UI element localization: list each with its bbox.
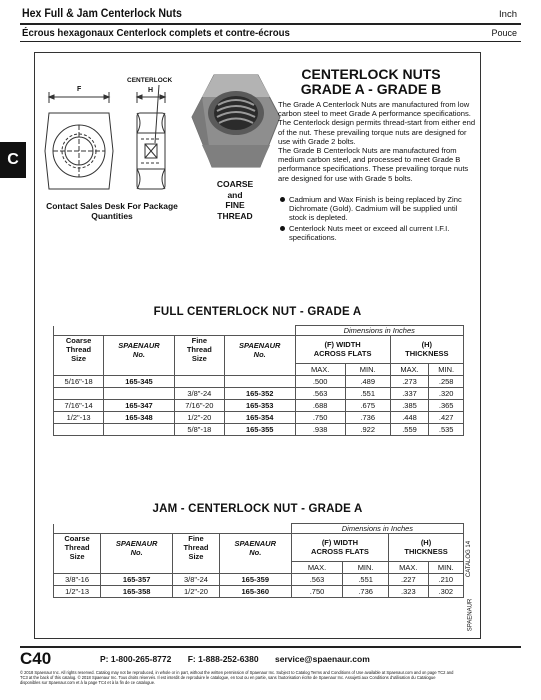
header-spaenaur-no: SPAENAUR No. [219, 534, 291, 562]
package-quantity-note: Contact Sales Desk For Package Quantities [46, 201, 178, 221]
table-cell: 165-348 [104, 411, 175, 423]
section-tab[interactable]: C [0, 142, 26, 178]
header-max-min: MAX. [390, 363, 429, 375]
table-cell: 165-347 [104, 399, 175, 411]
table-cell [54, 423, 104, 435]
header-divider [20, 23, 521, 25]
table-cell: 7/16"-14 [54, 399, 104, 411]
header-spaenaur-no: SPAENAUR No. [101, 534, 173, 562]
centerlock-label: CENTERLOCK [127, 77, 173, 84]
header-max-min: MIN. [428, 561, 463, 573]
table-row [54, 411, 464, 423]
product-heading: CENTERLOCK NUTS GRADE A - GRADE B [300, 66, 442, 97]
table-cell: .227 [389, 573, 429, 585]
full-nut-table [53, 325, 464, 436]
table-header-row [54, 336, 464, 364]
table-cell: 165-345 [104, 375, 175, 387]
header-spaenaur-no: SPAENAUR No. [224, 336, 295, 364]
table-row [54, 375, 464, 387]
table-cell: 1/2"-20 [173, 585, 219, 597]
table-cell: .559 [390, 423, 429, 435]
header-spaenaur-no: SPAENAUR No. [104, 336, 175, 364]
table-cell: 5/8"-18 [174, 423, 224, 435]
header-thickness: (H) THICKNESS [389, 534, 464, 562]
table-cell: .922 [345, 423, 390, 435]
table-cell [104, 387, 175, 399]
table-cell [224, 375, 295, 387]
table-cell: .736 [343, 585, 389, 597]
table-cell: .563 [295, 387, 345, 399]
header-max-min: MIN. [343, 561, 389, 573]
email-link[interactable]: service@spaenaur.com [275, 654, 370, 664]
table-row [54, 387, 464, 399]
header-unit-fr: Pouce [491, 28, 517, 38]
header-unit: Inch [499, 9, 517, 20]
table-cell: .675 [345, 399, 390, 411]
header-title: Hex Full & Jam Centerlock Nuts [22, 8, 182, 20]
content-frame [34, 52, 481, 639]
dimension-f-label: F [77, 86, 82, 93]
catalog-side-label: CATALOG 14 [465, 540, 472, 578]
header-fine-thread: Fine Thread Size [173, 534, 219, 562]
table-cell: .750 [295, 411, 345, 423]
jam-nut-table [53, 523, 464, 598]
header-fine-thread: Fine Thread Size [174, 336, 224, 364]
header-divider-2 [20, 41, 521, 42]
table-header-row [54, 524, 464, 534]
full-nut-table-title: FULL CENTERLOCK NUT - GRADE A [153, 306, 362, 318]
header-width-across-flats: (F) WIDTH ACROSS FLATS [295, 336, 390, 364]
table-row [54, 573, 464, 585]
table-cell: 165-352 [224, 387, 295, 399]
table-cell: 165-360 [219, 585, 291, 597]
table-cell: 165-354 [224, 411, 295, 423]
header-title-fr: Écrous hexagonaux Centerlock complets et contre-écrous [22, 27, 290, 39]
table-cell: .938 [295, 423, 345, 435]
table-row [54, 585, 464, 597]
thread-type-note: COARSE and FINE THREAD [216, 179, 254, 221]
table-header-row [54, 534, 464, 562]
table-cell [174, 375, 224, 387]
table-subheader-row [54, 561, 464, 573]
phone-number[interactable]: P: 1-800-265-8772 [100, 654, 172, 664]
table-cell [104, 423, 175, 435]
table-cell: .688 [295, 399, 345, 411]
legal-text-2: TC3 at the back of this catalog. © 2018 Spaenaur Inc. Tous droits réservés. Il est interdit de reproduire le catalogue, en tout ou en partie, sans l'autorisation écrite de Spaenaur Inc. Assujetti aux Conditions d'utilisation du Catalogue [20, 675, 436, 680]
table-cell [54, 387, 104, 399]
header-thickness: (H) THICKNESS [390, 336, 463, 364]
header-width-across-flats: (F) WIDTH ACROSS FLATS [291, 534, 388, 562]
table-cell: .551 [343, 573, 389, 585]
header-coarse-thread: Coarse Thread Size [54, 336, 104, 364]
table-cell: 3/8"-24 [173, 573, 219, 585]
product-description: The Grade A Centerlock Nuts are manufactured from low carbon steel to meet Grade A performance specifications. The Centerlock design permits thread-start from either end of the nut. These prevailing torque nuts are designed for use with Grade 2 bolts. The Grade B Centerlock Nuts are manufactured from medium carbon steel, and processed to meet Grade B performance specifications. These prevailing torque nuts are designed for use with Grade 5 bolts. [278, 100, 476, 183]
header-max-min: MAX. [295, 363, 345, 375]
table-header-row [54, 326, 464, 336]
table-cell: 165-353 [224, 399, 295, 411]
header-max-min: MAX. [291, 561, 342, 573]
header-max-min: MAX. [389, 561, 429, 573]
dimension-h-label: H [148, 87, 154, 94]
table-cell: .535 [429, 423, 464, 435]
table-cell: .258 [429, 375, 464, 387]
table-cell: .736 [345, 411, 390, 423]
table-cell: 1/2"-13 [54, 411, 104, 423]
table-cell: .750 [291, 585, 342, 597]
table-cell: .489 [345, 375, 390, 387]
table-cell: .337 [390, 387, 429, 399]
footer-divider [20, 646, 521, 648]
dimensions-caption: Dimensions in Inches [295, 326, 464, 336]
contact-line [100, 654, 384, 664]
table-cell: 165-355 [224, 423, 295, 435]
table-cell: .365 [429, 399, 464, 411]
table-cell: 165-357 [101, 573, 173, 585]
fax-number[interactable]: F: 1-888-252-6380 [187, 654, 259, 664]
table-cell: 165-359 [219, 573, 291, 585]
table-subheader-row [54, 363, 464, 375]
table-cell: .302 [428, 585, 463, 597]
legal-text-3: disponibles sur Spaenaur.com et à la page TC4 et à la fin de ce catalogue. [20, 680, 156, 685]
table-cell: .500 [295, 375, 345, 387]
feature-bullets [280, 195, 476, 243]
table-row [54, 423, 464, 435]
table-cell: 3/8"-16 [54, 573, 101, 585]
table-cell: 3/8"-24 [174, 387, 224, 399]
table-cell: .563 [291, 573, 342, 585]
legal-text-1: © 2018 Spaenaur Inc. All rights reserved. Catalog may not be reproduced, in whole or in part, without the written permission of Spaenaur Inc. Subject to Catalog Terms and Conditions of Use available at Spaenaur.com and on page TC2 and [20, 670, 454, 675]
header-coarse-thread: Coarse Thread Size [54, 534, 101, 562]
table-cell: 165-358 [101, 585, 173, 597]
page-number: C40 [20, 649, 52, 668]
table-row [54, 399, 464, 411]
table-cell: .427 [429, 411, 464, 423]
header-max-min: MIN. [345, 363, 390, 375]
bullet-item: Centerlock Nuts meet or exceed all current I.F.I. specifications. [280, 224, 476, 242]
table-cell: .448 [390, 411, 429, 423]
table-cell: .551 [345, 387, 390, 399]
table-cell: .385 [390, 399, 429, 411]
table-cell: 1/2"-20 [174, 411, 224, 423]
table-cell: .323 [389, 585, 429, 597]
jam-nut-table-title: JAM - CENTERLOCK NUT - GRADE A [152, 503, 363, 515]
bullet-item: Cadmium and Wax Finish is being replaced by Zinc Dichromate (Gold). Cadmium will be supplied until stock is depleted. [280, 195, 476, 223]
brand-side-label: SPAENAUR [467, 598, 474, 632]
dimensions-caption: Dimensions in Inches [291, 524, 463, 534]
table-cell: .273 [390, 375, 429, 387]
table-cell: 7/16"-20 [174, 399, 224, 411]
table-cell: 1/2"-13 [54, 585, 101, 597]
nut-photo [190, 73, 282, 171]
table-cell: .320 [429, 387, 464, 399]
table-cell: .210 [428, 573, 463, 585]
table-cell: 5/16"-18 [54, 375, 104, 387]
header-max-min: MIN. [429, 363, 464, 375]
